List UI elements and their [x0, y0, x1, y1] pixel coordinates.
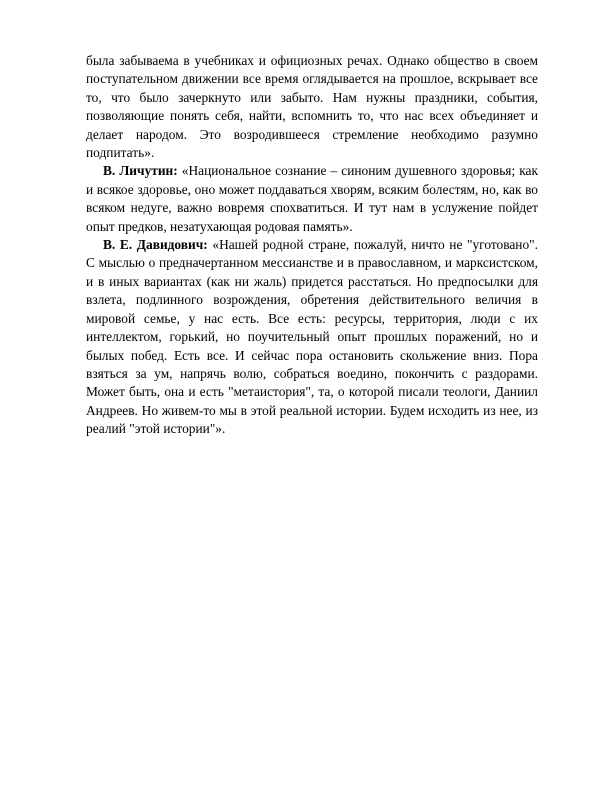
paragraph-text: была забываема в учебниках и официозных речах. Однако общество в своем поступательном движении все время оглядывается на прошлое, вскрывает все то, что было зачеркнуто или забыто. Нам нужны праздники, события, позволяющие понять себя, найти, вспомнить то, что нас всех объединяет и делает народом. Это возродившееся стремление необходимо разумно подпитать».: [86, 53, 538, 161]
speaker-name: В. Е. Давидович:: [103, 237, 208, 253]
paragraph-text: «Национальное сознание – синоним душевного здоровья; как и всякое здоровье, оно может поддаваться хворям, всяким болестям, но, как во всяком недуге, важно вовремя спохватиться. И тут нам в услужение пойдет опыт предков, незатухающая родовая память».: [86, 163, 538, 234]
paragraph-lichutin: [86, 162, 538, 236]
paragraph-text: «Нашей родной стране, пожалуй, ничто не "уготовано". С мыслью о предначертанном мессианстве и в православном, и марксистском, и в иных вариантах (как ни жаль) придется расстаться. Но предпосылки для взлета, подлинного возрождения, обретения действительного величия в мировой семье, у нас есть. Все есть: ресурсы, территория, люди с их интеллектом, горький, но поучительный опыт прошлых поражений, но и былых побед. Есть все. И сейчас пора остановить скольжение вниз. Пора взяться за ум, напрячь волю, собраться воедино, покончить с раздорами. Может быть, она и есть "метаистория", та, о которой писали теологи, Даниил Андреев. Но живем-то мы в этой реальной истории. Будем исходить из нее, из реалий "этой истории"».: [86, 237, 538, 437]
paragraph-continuation: [86, 52, 538, 162]
paragraph-davidovich: [86, 236, 538, 438]
speaker-name: В. Личутин:: [103, 163, 178, 179]
document-page: [86, 52, 538, 439]
